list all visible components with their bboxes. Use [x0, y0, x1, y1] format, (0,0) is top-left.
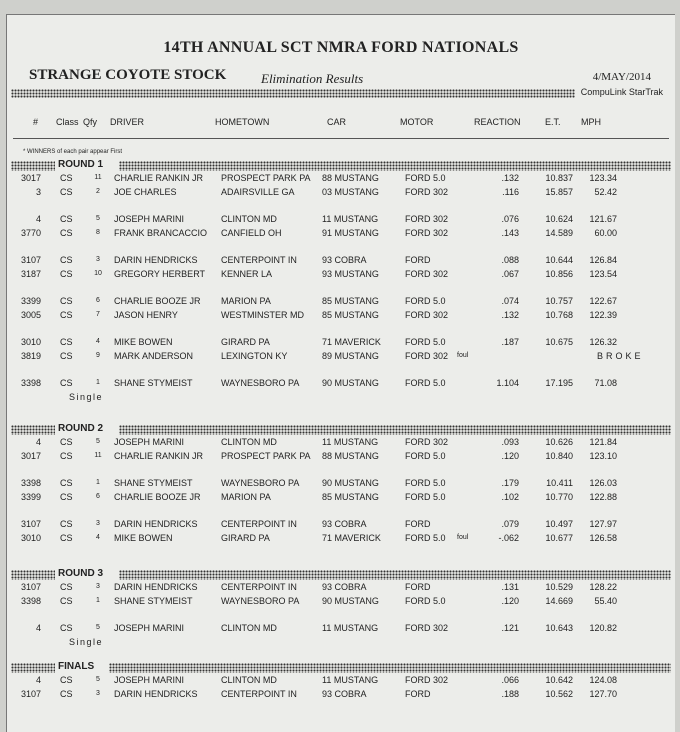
car-model: 90 MUSTANG [322, 478, 379, 488]
driver-name: JASON HENRY [114, 310, 178, 320]
result-row [7, 492, 675, 506]
result-row [7, 255, 675, 269]
car-number: 3017 [20, 173, 41, 183]
result-row [7, 451, 675, 465]
reaction-time: .088 [501, 255, 519, 265]
class-cell: CS [60, 478, 73, 488]
elapsed-time: 10.624 [545, 214, 573, 224]
qualifying-position: 5 [96, 438, 100, 445]
motor: FORD 302 [405, 437, 449, 447]
car-model: 91 MUSTANG [322, 228, 379, 238]
car-number: 4 [35, 437, 41, 447]
page-title: 14TH ANNUAL SCT NMRA FORD NATIONALS [163, 39, 519, 56]
reaction-time: .132 [501, 310, 519, 320]
col-et: E.T. [545, 117, 561, 127]
col-class: Class [56, 117, 79, 127]
class-cell: CS [60, 269, 73, 279]
class-cell: CS [60, 310, 73, 320]
speed-mph: 126.32 [589, 337, 617, 347]
speed-mph: 121.67 [589, 214, 617, 224]
speed-mph: 60.00 [594, 228, 617, 238]
car-number: 4 [35, 675, 41, 685]
reaction-time: .143 [501, 228, 519, 238]
result-row [7, 596, 675, 610]
motor: FORD [405, 519, 431, 529]
result-row [7, 269, 675, 283]
car-model: 93 COBRA [322, 255, 367, 265]
header-rule [13, 138, 669, 139]
car-model: 93 COBRA [322, 689, 367, 699]
result-row [7, 623, 675, 637]
reaction-time: .079 [501, 519, 519, 529]
car-number: 4 [35, 214, 41, 224]
qualifying-position: 11 [94, 452, 102, 459]
header-dotted-rule [11, 89, 575, 98]
round-dotted-rule-left [11, 570, 55, 580]
speed-mph: 127.97 [589, 519, 617, 529]
hometown: CANFIELD OH [221, 228, 282, 238]
motor: FORD 5.0 [405, 596, 446, 606]
col-num: # [33, 117, 39, 127]
qualifying-position: 4 [96, 534, 100, 541]
class-cell: CS [60, 214, 73, 224]
event-name: STRANGE COYOTE STOCK [29, 67, 227, 83]
round-label: ROUND 3 [58, 568, 104, 579]
event-date: 4/MAY/2014 [592, 71, 651, 83]
result-row [7, 582, 675, 596]
car-number: 3017 [20, 451, 41, 461]
speed-mph: 122.39 [589, 310, 617, 320]
driver-name: SHANE STYMEIST [114, 596, 193, 606]
reaction-time: .187 [501, 337, 519, 347]
qualifying-position: 1 [96, 479, 100, 486]
class-cell: CS [60, 582, 73, 592]
foul-flag: foul [457, 534, 469, 541]
car-model: 93 COBRA [322, 582, 367, 592]
elapsed-time: 10.642 [545, 675, 573, 685]
class-cell: CS [60, 187, 73, 197]
round-label: ROUND 2 [58, 423, 104, 434]
motor: FORD 5.0 [405, 337, 446, 347]
motor: FORD [405, 582, 431, 592]
hometown: CLINTON MD [221, 437, 277, 447]
class-cell: CS [60, 378, 73, 388]
hometown: CENTERPOINT IN [221, 689, 297, 699]
qualifying-position: 1 [96, 379, 100, 386]
class-cell: CS [60, 228, 73, 238]
hometown: GIRARD PA [221, 533, 270, 543]
result-row [7, 187, 675, 201]
reaction-time: .131 [501, 582, 519, 592]
elapsed-time: 10.626 [545, 437, 573, 447]
car-number: 3107 [20, 689, 41, 699]
hometown: PROSPECT PARK PA [221, 173, 311, 183]
elapsed-time: 10.644 [545, 255, 573, 265]
qualifying-position: 5 [96, 676, 100, 683]
car-model: 71 MAVERICK [322, 533, 381, 543]
round-label: ROUND 1 [58, 159, 104, 170]
hometown: WESTMINSTER MD [221, 310, 304, 320]
foul-flag: foul [457, 352, 469, 359]
class-cell: CS [60, 596, 73, 606]
reaction-time: .179 [501, 478, 519, 488]
elapsed-time: 10.497 [545, 519, 573, 529]
motor: FORD 302 [405, 187, 449, 197]
car-number: 3010 [20, 337, 41, 347]
reaction-time: .120 [501, 596, 519, 606]
round-dotted-rule-left [11, 663, 55, 673]
hometown: MARION PA [221, 296, 271, 306]
elapsed-time: 10.768 [545, 310, 573, 320]
class-cell: CS [60, 296, 73, 306]
elapsed-time: 10.770 [545, 492, 573, 502]
class-cell: CS [60, 255, 73, 265]
motor: FORD 5.0 [405, 378, 446, 388]
col-driver: DRIVER [110, 117, 145, 127]
speed-mph: 55.40 [594, 596, 617, 606]
car-number: 3107 [20, 582, 41, 592]
car-number: 3399 [20, 296, 41, 306]
elapsed-time: 10.562 [545, 689, 573, 699]
qualifying-position: 8 [96, 229, 100, 236]
driver-name: FRANK BRANCACCIO [114, 228, 208, 238]
driver-name: CHARLIE RANKIN JR [114, 173, 204, 183]
round-dotted-rule-right [119, 425, 671, 435]
hometown: ADAIRSVILLE GA [221, 187, 295, 197]
winners-note: * WINNERS of each pair appear First [23, 149, 123, 155]
driver-name: CHARLIE BOOZE JR [114, 296, 201, 306]
class-cell: CS [60, 437, 73, 447]
speed-mph: 71.08 [594, 378, 617, 388]
speed-mph: 123.54 [589, 269, 617, 279]
qualifying-position: 7 [96, 311, 100, 318]
col-motor: MOTOR [400, 117, 434, 127]
round-dotted-rule-left [11, 425, 55, 435]
car-number: 3010 [20, 533, 41, 543]
driver-name: DARIN HENDRICKS [114, 519, 198, 529]
elapsed-time: 10.757 [545, 296, 573, 306]
col-mph: MPH [581, 117, 601, 127]
car-model: 11 MUSTANG [322, 623, 379, 633]
car-model: 85 MUSTANG [322, 296, 379, 306]
qualifying-position: 3 [96, 583, 100, 590]
result-row [7, 310, 675, 324]
reaction-time: .132 [501, 173, 519, 183]
qualifying-position: 6 [96, 297, 100, 304]
motor: FORD 5.0 [405, 492, 446, 502]
qualifying-position: 3 [96, 520, 100, 527]
reaction-time: .076 [501, 214, 519, 224]
timing-brand: CompuLink StarTrak [580, 87, 663, 97]
qualifying-position: 1 [96, 597, 100, 604]
qualifying-position: 11 [94, 174, 102, 181]
driver-name: SHANE STYMEIST [114, 378, 193, 388]
single-label: Single [69, 392, 104, 402]
driver-name: CHARLIE RANKIN JR [114, 451, 204, 461]
hometown: CLINTON MD [221, 623, 277, 633]
qualifying-position: 4 [96, 338, 100, 345]
broke-flag: BROKE [597, 351, 644, 361]
round-label: FINALS [58, 661, 95, 672]
motor: FORD 302 [405, 269, 449, 279]
reaction-time: .093 [501, 437, 519, 447]
speed-mph: 123.10 [589, 451, 617, 461]
car-model: 11 MUSTANG [322, 437, 379, 447]
col-car: CAR [327, 117, 347, 127]
hometown: GIRARD PA [221, 337, 270, 347]
result-row [7, 378, 675, 392]
elapsed-time: 10.643 [545, 623, 573, 633]
class-cell: CS [60, 533, 73, 543]
car-model: 89 MUSTANG [322, 351, 379, 361]
hometown: CLINTON MD [221, 675, 277, 685]
class-cell: CS [60, 173, 73, 183]
speed-mph: 126.84 [589, 255, 617, 265]
speed-mph: 127.70 [589, 689, 617, 699]
elapsed-time: 10.837 [545, 173, 573, 183]
car-number: 3107 [20, 255, 41, 265]
driver-name: DARIN HENDRICKS [114, 582, 198, 592]
car-number: 3005 [20, 310, 41, 320]
car-model: 93 MUSTANG [322, 269, 379, 279]
driver-name: MIKE BOWEN [114, 533, 173, 543]
car-number: 3398 [20, 596, 41, 606]
driver-name: MARK ANDERSON [114, 351, 194, 361]
result-row [7, 675, 675, 689]
qualifying-position: 5 [96, 215, 100, 222]
driver-name: DARIN HENDRICKS [114, 255, 198, 265]
hometown: CENTERPOINT IN [221, 255, 297, 265]
driver-name: JOSEPH MARINI [114, 437, 185, 447]
qualifying-position: 9 [96, 352, 100, 359]
result-row [7, 478, 675, 492]
result-row [7, 689, 675, 703]
motor: FORD [405, 689, 431, 699]
results-subtitle: Elimination Results [261, 71, 364, 86]
class-cell: CS [60, 337, 73, 347]
qualifying-position: 2 [96, 188, 100, 195]
car-number: 3398 [20, 378, 41, 388]
car-model: 88 MUSTANG [322, 173, 379, 183]
car-model: 03 MUSTANG [322, 187, 379, 197]
reaction-time: 1.104 [496, 378, 519, 388]
driver-name: DARIN HENDRICKS [114, 689, 198, 699]
round-dotted-rule-left [11, 161, 55, 171]
elapsed-time: 10.529 [545, 582, 573, 592]
motor: FORD 5.0 [405, 173, 446, 183]
reaction-time: .188 [501, 689, 519, 699]
hometown: PROSPECT PARK PA [221, 451, 311, 461]
reaction-time: .074 [501, 296, 519, 306]
reaction-time: .067 [501, 269, 519, 279]
elapsed-time: 17.195 [545, 378, 573, 388]
result-row [7, 351, 675, 365]
class-cell: CS [60, 675, 73, 685]
reaction-time: .116 [502, 187, 519, 197]
motor: FORD 302 [405, 675, 449, 685]
car-model: 85 MUSTANG [322, 310, 379, 320]
hometown: KENNER LA [221, 269, 273, 279]
hometown: LEXINGTON KY [221, 351, 288, 361]
single-label: Single [69, 637, 104, 647]
car-number: 4 [35, 623, 41, 633]
driver-name: JOSEPH MARINI [114, 623, 185, 633]
car-model: 11 MUSTANG [322, 675, 379, 685]
qualifying-position: 6 [96, 493, 100, 500]
result-row [7, 214, 675, 228]
car-number: 3770 [20, 228, 41, 238]
motor: FORD 5.0 [405, 451, 446, 461]
speed-mph: 122.88 [589, 492, 617, 502]
result-row [7, 533, 675, 547]
motor: FORD 302 [405, 228, 449, 238]
hometown: CENTERPOINT IN [221, 519, 297, 529]
driver-name: MIKE BOWEN [114, 337, 173, 347]
class-cell: CS [60, 623, 73, 633]
speed-mph: 122.67 [589, 296, 617, 306]
class-cell: CS [60, 492, 73, 502]
car-model: 85 MUSTANG [322, 492, 379, 502]
class-cell: CS [60, 519, 73, 529]
hometown: WAYNESBORO PA [221, 596, 300, 606]
round-dotted-rule-right [119, 161, 671, 171]
speed-mph: 126.58 [589, 533, 617, 543]
reaction-time: -.062 [498, 533, 519, 543]
car-model: 90 MUSTANG [322, 378, 379, 388]
elapsed-time: 10.677 [545, 533, 573, 543]
car-number: 3398 [20, 478, 41, 488]
driver-name: CHARLIE BOOZE JR [114, 492, 201, 502]
class-cell: CS [60, 451, 73, 461]
driver-name: GREGORY HERBERT [114, 269, 206, 279]
reaction-time: .066 [501, 675, 519, 685]
reaction-time: .121 [501, 623, 519, 633]
car-model: 88 MUSTANG [322, 451, 379, 461]
elapsed-time: 10.840 [545, 451, 573, 461]
reaction-time: .120 [501, 451, 519, 461]
qualifying-position: 3 [96, 256, 100, 263]
class-cell: CS [60, 351, 73, 361]
speed-mph: 128.22 [589, 582, 617, 592]
result-row [7, 228, 675, 242]
speed-mph: 120.82 [589, 623, 617, 633]
result-row [7, 173, 675, 187]
elapsed-time: 10.411 [546, 478, 573, 488]
col-hometown: HOMETOWN [215, 117, 270, 127]
qualifying-position: 5 [96, 624, 100, 631]
car-model: 93 COBRA [322, 519, 367, 529]
elapsed-time: 10.675 [545, 337, 573, 347]
round-dotted-rule-right [109, 663, 671, 673]
qualifying-position: 10 [94, 270, 102, 277]
speed-mph: 123.34 [589, 173, 617, 183]
speed-mph: 121.84 [589, 437, 617, 447]
elapsed-time: 10.856 [545, 269, 573, 279]
motor: FORD 302 [405, 351, 449, 361]
col-qfy: Qfy [83, 117, 98, 127]
car-number: 3107 [20, 519, 41, 529]
result-row [7, 437, 675, 451]
round-dotted-rule-right [119, 570, 671, 580]
car-model: 90 MUSTANG [322, 596, 379, 606]
col-reaction: REACTION [474, 117, 521, 127]
car-number: 3 [35, 187, 41, 197]
hometown: CLINTON MD [221, 214, 277, 224]
reaction-time: .102 [501, 492, 519, 502]
car-model: 11 MUSTANG [322, 214, 379, 224]
qualifying-position: 3 [96, 690, 100, 697]
driver-name: JOE CHARLES [114, 187, 177, 197]
car-model: 71 MAVERICK [322, 337, 381, 347]
speed-mph: 52.42 [594, 187, 617, 197]
speed-mph: 124.08 [589, 675, 617, 685]
hometown: WAYNESBORO PA [221, 478, 300, 488]
car-number: 3399 [20, 492, 41, 502]
elapsed-time: 14.589 [545, 228, 573, 238]
motor: FORD 5.0 [405, 478, 446, 488]
car-number: 3187 [20, 269, 41, 279]
class-cell: CS [60, 689, 73, 699]
motor: FORD 5.0 [405, 296, 446, 306]
elapsed-time: 14.669 [545, 596, 573, 606]
driver-name: SHANE STYMEIST [114, 478, 193, 488]
result-row [7, 296, 675, 310]
hometown: CENTERPOINT IN [221, 582, 297, 592]
result-row [7, 519, 675, 533]
motor: FORD 302 [405, 623, 449, 633]
results-sheet [6, 14, 675, 732]
hometown: WAYNESBORO PA [221, 378, 300, 388]
hometown: MARION PA [221, 492, 271, 502]
elapsed-time: 15.857 [545, 187, 573, 197]
motor: FORD [405, 255, 431, 265]
speed-mph: 126.03 [589, 478, 617, 488]
driver-name: JOSEPH MARINI [114, 675, 185, 685]
car-number: 3819 [20, 351, 41, 361]
motor: FORD 5.0 [405, 533, 446, 543]
motor: FORD 302 [405, 310, 449, 320]
driver-name: JOSEPH MARINI [114, 214, 185, 224]
motor: FORD 302 [405, 214, 449, 224]
result-row [7, 337, 675, 351]
